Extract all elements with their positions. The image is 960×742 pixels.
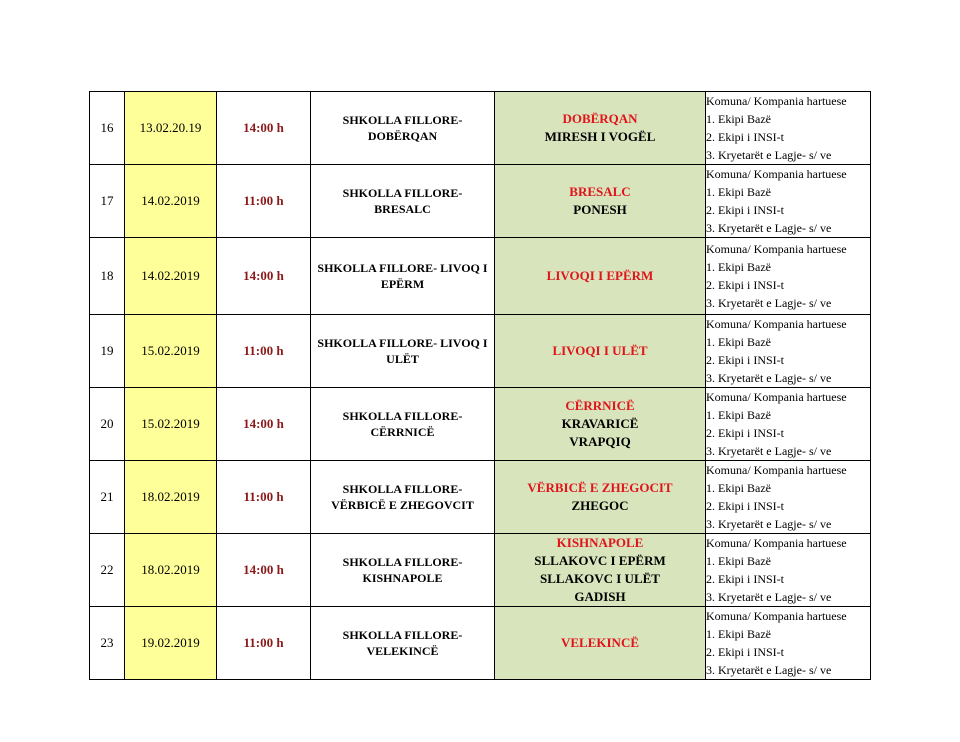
team-line: 2. Ekipi i INSI-t <box>706 572 784 586</box>
school-line: SHKOLLA FILLORE- <box>342 482 463 496</box>
school-line: CËRRNICË <box>370 425 435 439</box>
table-row <box>90 315 871 388</box>
school-line: SHKOLLA FILLORE- LIVOQ I <box>317 336 488 350</box>
teams-cell <box>706 534 871 607</box>
teams-cell <box>706 607 871 680</box>
schedule-table <box>89 91 871 680</box>
time-cell: 11:00 h <box>217 461 311 534</box>
school-cell <box>311 607 495 680</box>
team-line: 1. Ekipi Bazë <box>706 112 771 126</box>
schedule-body <box>90 92 871 680</box>
date-cell: 14.02.2019 <box>125 165 217 238</box>
school-line: BRESALC <box>374 202 431 216</box>
team-line: 3. Kryetarët e Lagje- s/ ve <box>706 221 832 235</box>
main-village: VELEKINCË <box>560 635 640 650</box>
time-cell: 11:00 h <box>217 607 311 680</box>
teams-cell <box>706 461 871 534</box>
team-line: Komuna/ Kompania hartuese <box>706 536 847 550</box>
team-line: Komuna/ Kompania hartuese <box>706 242 847 256</box>
time-cell: 14:00 h <box>217 92 311 165</box>
school-cell <box>311 92 495 165</box>
team-line: Komuna/ Kompania hartuese <box>706 167 847 181</box>
school-cell <box>311 461 495 534</box>
villages-cell <box>495 461 706 534</box>
village-name: SLLAKOVC I ULËT <box>540 571 660 586</box>
row-number: 20 <box>90 388 125 461</box>
table-row <box>90 165 871 238</box>
team-line: 2. Ekipi i INSI-t <box>706 203 784 217</box>
village-name: GADISH <box>574 589 626 604</box>
team-line: 2. Ekipi i INSI-t <box>706 426 784 440</box>
time-cell: 14:00 h <box>217 534 311 607</box>
team-line: Komuna/ Kompania hartuese <box>706 94 847 108</box>
school-line: SHKOLLA FILLORE- <box>342 113 463 127</box>
date-cell: 18.02.2019 <box>125 461 217 534</box>
school-line: SHKOLLA FILLORE- <box>342 409 463 423</box>
team-line: 1. Ekipi Bazë <box>706 185 771 199</box>
main-village: LIVOQI I EPËRM <box>546 268 654 283</box>
villages-cell <box>495 607 706 680</box>
school-line: SHKOLLA FILLORE- LIVOQ I <box>317 261 488 275</box>
team-line: 2. Ekipi i INSI-t <box>706 353 784 367</box>
teams-cell <box>706 388 871 461</box>
school-line: VELEKINCË <box>366 644 439 658</box>
table-row <box>90 388 871 461</box>
time-cell: 11:00 h <box>217 315 311 388</box>
villages-cell <box>495 165 706 238</box>
team-line: 1. Ekipi Bazë <box>706 260 771 274</box>
village-name: VRAPQIQ <box>569 434 631 449</box>
village-name: KRAVARICË <box>561 416 639 431</box>
date-cell: 15.02.2019 <box>125 315 217 388</box>
main-village: LIVOQI I ULËT <box>552 343 648 358</box>
village-name: MIRESH I VOGËL <box>544 129 656 144</box>
school-cell <box>311 315 495 388</box>
time-cell: 14:00 h <box>217 238 311 315</box>
team-line: Komuna/ Kompania hartuese <box>706 390 847 404</box>
team-line: Komuna/ Kompania hartuese <box>706 463 847 477</box>
time-cell: 14:00 h <box>217 388 311 461</box>
school-line: SHKOLLA FILLORE- <box>342 555 463 569</box>
team-line: 2. Ekipi i INSI-t <box>706 499 784 513</box>
row-number: 21 <box>90 461 125 534</box>
team-line: 3. Kryetarët e Lagje- s/ ve <box>706 371 832 385</box>
team-line: 3. Kryetarët e Lagje- s/ ve <box>706 296 832 310</box>
row-number: 19 <box>90 315 125 388</box>
team-line: 2. Ekipi i INSI-t <box>706 278 784 292</box>
team-line: 1. Ekipi Bazë <box>706 554 771 568</box>
row-number: 17 <box>90 165 125 238</box>
village-name: SLLAKOVC I EPËRM <box>534 553 666 568</box>
time-cell: 11:00 h <box>217 165 311 238</box>
school-line: DOBËRQAN <box>367 129 438 143</box>
row-number: 16 <box>90 92 125 165</box>
villages-cell <box>495 315 706 388</box>
table-row <box>90 238 871 315</box>
school-cell <box>311 388 495 461</box>
main-village: KISHNAPOLE <box>556 535 644 550</box>
row-number: 22 <box>90 534 125 607</box>
school-line: SHKOLLA FILLORE- <box>342 186 463 200</box>
teams-cell <box>706 315 871 388</box>
teams-cell <box>706 165 871 238</box>
villages-cell <box>495 534 706 607</box>
team-line: 1. Ekipi Bazë <box>706 408 771 422</box>
school-cell <box>311 534 495 607</box>
team-line: 3. Kryetarët e Lagje- s/ ve <box>706 590 832 604</box>
school-cell <box>311 165 495 238</box>
village-name: PONESH <box>573 202 627 217</box>
main-village: CËRRNICË <box>565 398 635 413</box>
date-cell: 13.02.20.19 <box>125 92 217 165</box>
school-line: ULËT <box>386 352 419 366</box>
village-name: ZHEGOC <box>571 498 629 513</box>
school-line: EPËRM <box>380 277 425 291</box>
villages-cell <box>495 388 706 461</box>
teams-cell <box>706 238 871 315</box>
team-line: 3. Kryetarët e Lagje- s/ ve <box>706 444 832 458</box>
team-line: 3. Kryetarët e Lagje- s/ ve <box>706 663 832 677</box>
table-row <box>90 92 871 165</box>
date-cell: 14.02.2019 <box>125 238 217 315</box>
main-village: BRESALC <box>569 184 631 199</box>
teams-cell <box>706 92 871 165</box>
team-line: 3. Kryetarët e Lagje- s/ ve <box>706 517 832 531</box>
date-cell: 19.02.2019 <box>125 607 217 680</box>
team-line: 1. Ekipi Bazë <box>706 481 771 495</box>
date-cell: 18.02.2019 <box>125 534 217 607</box>
table-row <box>90 461 871 534</box>
row-number: 23 <box>90 607 125 680</box>
date-cell: 15.02.2019 <box>125 388 217 461</box>
villages-cell <box>495 92 706 165</box>
row-number: 18 <box>90 238 125 315</box>
main-village: DOBËRQAN <box>562 111 638 126</box>
villages-cell <box>495 238 706 315</box>
team-line: Komuna/ Kompania hartuese <box>706 317 847 331</box>
table-row <box>90 534 871 607</box>
school-line: SHKOLLA FILLORE- <box>342 628 463 642</box>
school-line: KISHNAPOLE <box>362 571 443 585</box>
school-cell <box>311 238 495 315</box>
team-line: 1. Ekipi Bazë <box>706 335 771 349</box>
main-village: VËRBICË E ZHEGOCIT <box>527 480 673 495</box>
team-line: 1. Ekipi Bazë <box>706 627 771 641</box>
team-line: 2. Ekipi i INSI-t <box>706 130 784 144</box>
table-row <box>90 607 871 680</box>
team-line: 2. Ekipi i INSI-t <box>706 645 784 659</box>
school-line: VËRBICË E ZHEGOVCIT <box>331 498 474 512</box>
team-line: 3. Kryetarët e Lagje- s/ ve <box>706 148 832 162</box>
team-line: Komuna/ Kompania hartuese <box>706 609 847 623</box>
